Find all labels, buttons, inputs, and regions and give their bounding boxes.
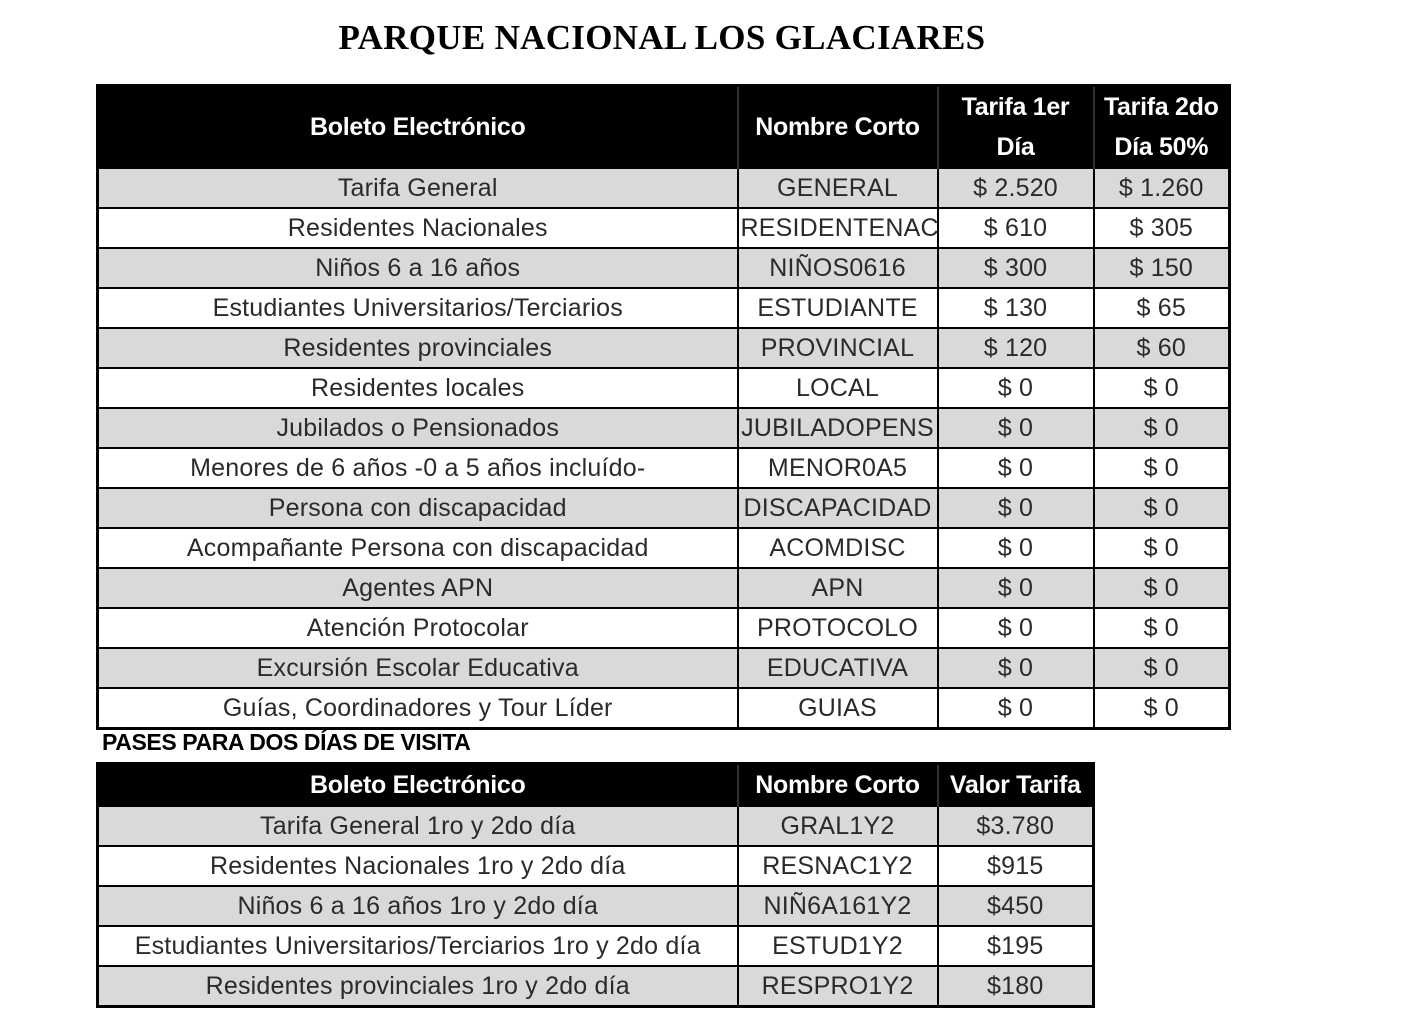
header-tarifa-2do-dia: Tarifa 2do Día 50% xyxy=(1094,86,1230,169)
table-row xyxy=(98,966,1094,1007)
cell-boleto: Tarifa General xyxy=(98,168,738,208)
cell-tarifa-2do-dia: $ 0 xyxy=(1094,608,1230,648)
cell-tarifa-1er-dia: $ 0 xyxy=(938,448,1094,488)
cell-nombre-corto: PROTOCOLO xyxy=(738,608,938,648)
cell-nombre-corto: RESIDENTENAC xyxy=(738,208,938,248)
table-row xyxy=(98,528,1230,568)
cell-boleto: Excursión Escolar Educativa xyxy=(98,648,738,688)
cell-boleto: Tarifa General 1ro y 2do día xyxy=(98,806,738,846)
cell-boleto: Residentes provinciales xyxy=(98,328,738,368)
cell-tarifa-2do-dia: $ 0 xyxy=(1094,568,1230,608)
cell-tarifa-2do-dia: $ 150 xyxy=(1094,248,1230,288)
cell-nombre-corto: NIÑOS0616 xyxy=(738,248,938,288)
cell-tarifa-1er-dia: $ 0 xyxy=(938,688,1094,729)
table-row xyxy=(98,248,1230,288)
header-valor-tarifa: Valor Tarifa xyxy=(938,764,1094,807)
cell-nombre-corto: RESNAC1Y2 xyxy=(738,846,938,886)
cell-tarifa-2do-dia: $ 60 xyxy=(1094,328,1230,368)
cell-boleto: Residentes provinciales 1ro y 2do día xyxy=(98,966,738,1007)
cell-nombre-corto: ESTUD1Y2 xyxy=(738,926,938,966)
two-day-passes-table xyxy=(96,762,1095,1008)
cell-nombre-corto: JUBILADOPENS xyxy=(738,408,938,448)
table-row xyxy=(98,648,1230,688)
page-title: PARQUE NACIONAL LOS GLACIARES xyxy=(338,18,986,57)
fees-table xyxy=(96,84,1231,730)
header-nombre-corto: Nombre Corto xyxy=(738,86,938,169)
cell-valor-tarifa: $180 xyxy=(938,966,1094,1007)
cell-tarifa-1er-dia: $ 0 xyxy=(938,528,1094,568)
cell-tarifa-1er-dia: $ 0 xyxy=(938,568,1094,608)
cell-boleto: Guías, Coordinadores y Tour Líder xyxy=(98,688,738,729)
header-nombre-corto: Nombre Corto xyxy=(738,764,938,807)
cell-nombre-corto: ACOMDISC xyxy=(738,528,938,568)
table-row xyxy=(98,328,1230,368)
header-boleto: Boleto Electrónico xyxy=(98,86,738,169)
table-row xyxy=(98,288,1230,328)
cell-boleto: Residentes Nacionales xyxy=(98,208,738,248)
header-boleto: Boleto Electrónico xyxy=(98,764,738,807)
cell-nombre-corto: MENOR0A5 xyxy=(738,448,938,488)
cell-boleto: Acompañante Persona con discapacidad xyxy=(98,528,738,568)
cell-nombre-corto: EDUCATIVA xyxy=(738,648,938,688)
table-row xyxy=(98,488,1230,528)
two-day-table-header xyxy=(98,764,1094,807)
cell-tarifa-2do-dia: $ 0 xyxy=(1094,488,1230,528)
table-row xyxy=(98,208,1230,248)
cell-tarifa-2do-dia: $ 0 xyxy=(1094,408,1230,448)
cell-tarifa-1er-dia: $ 0 xyxy=(938,608,1094,648)
cell-tarifa-2do-dia: $ 0 xyxy=(1094,648,1230,688)
cell-valor-tarifa: $3.780 xyxy=(938,806,1094,846)
cell-tarifa-1er-dia: $ 0 xyxy=(938,408,1094,448)
table-row xyxy=(98,448,1230,488)
table-row xyxy=(98,408,1230,448)
cell-nombre-corto: LOCAL xyxy=(738,368,938,408)
fees-table-body xyxy=(98,168,1230,729)
table-row xyxy=(98,688,1230,729)
cell-boleto: Atención Protocolar xyxy=(98,608,738,648)
cell-nombre-corto: GENERAL xyxy=(738,168,938,208)
cell-boleto: Niños 6 a 16 años 1ro y 2do día xyxy=(98,886,738,926)
header-tarifa-1er-dia: Tarifa 1er Día xyxy=(938,86,1094,169)
fees-table-header xyxy=(98,86,1230,169)
table-row xyxy=(98,846,1094,886)
cell-boleto: Niños 6 a 16 años xyxy=(98,248,738,288)
cell-nombre-corto: APN xyxy=(738,568,938,608)
cell-valor-tarifa: $915 xyxy=(938,846,1094,886)
cell-tarifa-2do-dia: $ 0 xyxy=(1094,688,1230,729)
cell-boleto: Agentes APN xyxy=(98,568,738,608)
cell-boleto: Residentes locales xyxy=(98,368,738,408)
cell-tarifa-2do-dia: $ 0 xyxy=(1094,368,1230,408)
cell-nombre-corto: PROVINCIAL xyxy=(738,328,938,368)
cell-boleto: Estudiantes Universitarios/Terciarios xyxy=(98,288,738,328)
cell-boleto: Persona con discapacidad xyxy=(98,488,738,528)
cell-tarifa-1er-dia: $ 130 xyxy=(938,288,1094,328)
cell-tarifa-1er-dia: $ 2.520 xyxy=(938,168,1094,208)
table-row xyxy=(98,168,1230,208)
two-day-table-body xyxy=(98,806,1094,1007)
cell-boleto: Estudiantes Universitarios/Terciarios 1ro y 2do día xyxy=(98,926,738,966)
cell-tarifa-2do-dia: $ 65 xyxy=(1094,288,1230,328)
cell-tarifa-2do-dia: $ 305 xyxy=(1094,208,1230,248)
cell-nombre-corto: GRAL1Y2 xyxy=(738,806,938,846)
cell-tarifa-1er-dia: $ 120 xyxy=(938,328,1094,368)
cell-tarifa-2do-dia: $ 1.260 xyxy=(1094,168,1230,208)
cell-valor-tarifa: $450 xyxy=(938,886,1094,926)
cell-nombre-corto: RESPRO1Y2 xyxy=(738,966,938,1007)
cell-tarifa-1er-dia: $ 610 xyxy=(938,208,1094,248)
table-row xyxy=(98,806,1094,846)
cell-nombre-corto: NIÑ6A161Y2 xyxy=(738,886,938,926)
cell-tarifa-1er-dia: $ 0 xyxy=(938,368,1094,408)
cell-tarifa-1er-dia: $ 300 xyxy=(938,248,1094,288)
cell-tarifa-1er-dia: $ 0 xyxy=(938,648,1094,688)
table-row xyxy=(98,886,1094,926)
cell-nombre-corto: GUIAS xyxy=(738,688,938,729)
cell-boleto: Jubilados o Pensionados xyxy=(98,408,738,448)
cell-boleto: Residentes Nacionales 1ro y 2do día xyxy=(98,846,738,886)
cell-nombre-corto: ESTUDIANTE xyxy=(738,288,938,328)
table-row xyxy=(98,608,1230,648)
cell-valor-tarifa: $195 xyxy=(938,926,1094,966)
cell-nombre-corto: DISCAPACIDAD xyxy=(738,488,938,528)
cell-tarifa-2do-dia: $ 0 xyxy=(1094,448,1230,488)
cell-tarifa-2do-dia: $ 0 xyxy=(1094,528,1230,568)
cell-boleto: Menores de 6 años -0 a 5 años incluído- xyxy=(98,448,738,488)
two-day-section-title: PASES PARA DOS DÍAS DE VISITA xyxy=(102,729,471,755)
table-row xyxy=(98,568,1230,608)
cell-tarifa-1er-dia: $ 0 xyxy=(938,488,1094,528)
table-row xyxy=(98,368,1230,408)
table-row xyxy=(98,926,1094,966)
